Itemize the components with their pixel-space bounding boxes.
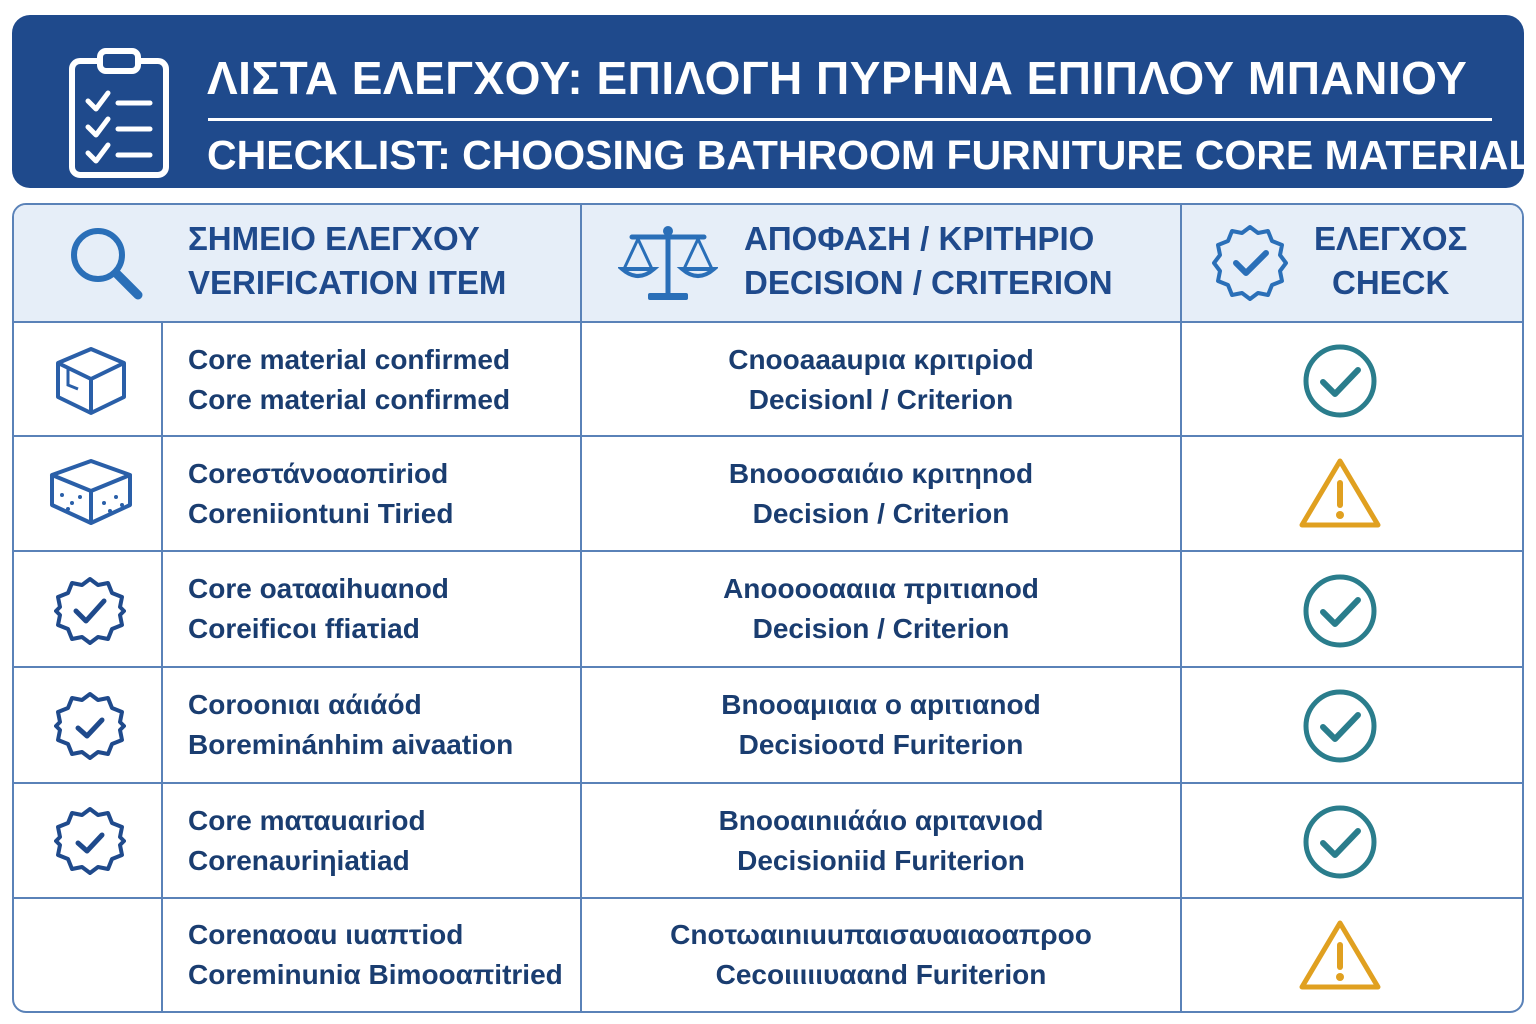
row4-item-line2: Boreminánhim aivaation — [188, 729, 514, 760]
check-circle-icon — [1301, 572, 1379, 650]
row4-decision-line2: Decisiooτd Furiterion — [738, 729, 1024, 760]
row-divider — [14, 435, 1522, 437]
row6-item-line2: Coreminuniα Bimooαπitried — [188, 959, 563, 990]
row-divider — [14, 782, 1522, 784]
row5-decision-line1: Bnooαιnιιάάιο αpιτανιοd — [718, 805, 1044, 836]
row6-decision-line1: Cnoτωαιnιuuπαισαυαιαοαπρoo — [670, 919, 1092, 950]
row2-decision-line1: Bnoooσαιάιο κριτηnod — [728, 458, 1034, 489]
row-divider — [14, 897, 1522, 899]
row5-decision-line2: Decisioniid Furiterion — [737, 845, 1025, 876]
check-seal-icon — [54, 575, 126, 647]
column-divider — [1180, 205, 1182, 1013]
check-circle-icon — [1301, 342, 1379, 420]
row3-item-line1: Core oaτααihuαnod — [188, 573, 449, 604]
row4-decision-line1: Bnooαμιαια ο αpιτιαnod — [721, 689, 1041, 720]
col-decision-label-gr: ΑΠΟΦΑΣΗ / ΚΡΙΤΗΡΙΟ — [744, 220, 1095, 257]
row1-item-line1: Core material confirmed — [188, 344, 511, 375]
row5-item-line1: Core mαταuαιriod — [188, 805, 426, 836]
col-check-label-gr: ΕΛΕΓΧΟΣ — [1314, 220, 1468, 257]
row5-item-line2: Corenaυriηiatiad — [188, 845, 410, 876]
page-title-greek: ΛΙΣΤΑ ΕΛΕΓΧΟΥ: ΕΠΙΛΟΓΗ ΠΥΡΗΝΑ ΕΠΙΠΛΟΥ ΜΠΑΝΙΟΥ — [207, 52, 1468, 104]
row3-decision-line2: Decision / Criterion — [752, 613, 1010, 644]
row1-decision-line2: Decisionl / Criterion — [748, 384, 1014, 415]
board-slab-icon — [48, 455, 134, 531]
scales-icon — [618, 221, 718, 305]
row-divider — [14, 550, 1522, 552]
checklist-table — [12, 203, 1524, 1013]
clipboard-checklist-icon — [66, 47, 172, 181]
box-icon — [52, 343, 130, 419]
row2-decision-line2: Decision / Criterion — [752, 498, 1010, 529]
check-seal-icon — [54, 690, 126, 762]
warning-triangle-icon — [1298, 455, 1382, 531]
col-decision-label-en: DECISION / CRITERION — [744, 264, 1113, 301]
row3-item-line2: Coreificoι ffiaτiad — [188, 613, 420, 644]
row3-decision-line1: Anooooααιια πpιτιαnod — [723, 573, 1039, 604]
row2-item-line1: Coreστάνοαοπiriod — [188, 458, 449, 489]
title-divider — [208, 118, 1492, 121]
row2-item-line2: Coreniiontuni Tiried — [188, 498, 454, 529]
check-badge-icon — [1210, 223, 1290, 303]
row1-decision-line1: Cnooaaaupια κριτιρiod — [728, 344, 1034, 375]
check-circle-icon — [1301, 687, 1379, 765]
row4-item-line1: Coroonιαι αάιάόd — [188, 689, 422, 720]
row6-item-line1: Corenαoαu ιuαπτiod — [188, 919, 464, 950]
row-divider — [14, 666, 1522, 668]
page-title-english: CHECKLIST: CHOOSING BATHROOM FURNITURE CORE MATERIAL — [207, 132, 1534, 178]
col-verification-label-en: VERIFICATION ITEM — [188, 264, 507, 301]
col-check-label-en: CHECK — [1332, 264, 1450, 301]
check-seal-icon — [54, 805, 126, 877]
warning-triangle-icon — [1298, 917, 1382, 993]
col-verification-label-gr: ΣΗΜΕΙΟ ΕΛΕΓΧΟΥ — [188, 220, 480, 257]
magnifier-icon — [66, 223, 146, 303]
row6-decision-line2: Cecoιιιιιυααnd Furiterion — [715, 959, 1047, 990]
title-banner — [12, 15, 1534, 188]
row1-item-line2: Core material confirmed — [188, 384, 511, 415]
check-circle-icon — [1301, 803, 1379, 881]
